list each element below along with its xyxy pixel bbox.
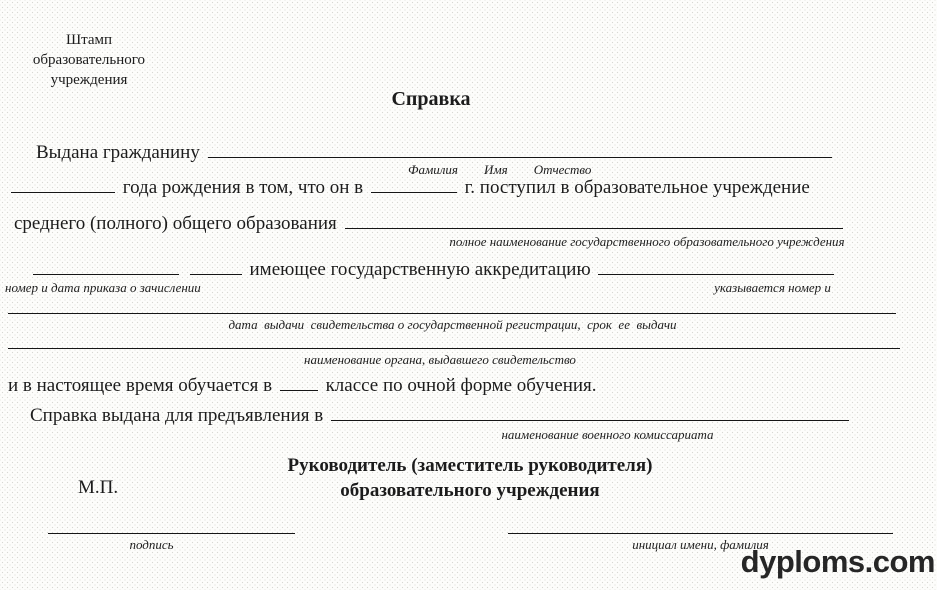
commissariat-field: [331, 418, 849, 421]
education-type-line: [14, 212, 846, 236]
study-post-label: классе по очной форме обучения.: [325, 375, 597, 396]
order-caption: номер и дата приказа о зачислении: [5, 280, 201, 295]
stamp-line: учреждения: [50, 72, 128, 88]
name-caption: Фамилия Имя Отчество: [408, 162, 592, 177]
authority-field: [8, 348, 900, 349]
education-type-label: среднего (полного) общего образования: [14, 213, 337, 234]
accreditation-number-field: [598, 272, 834, 275]
birth-year-line: [8, 176, 810, 200]
accreditation-label: имеющее государственную аккредитацию: [249, 259, 591, 280]
presented-label: Справка выдана для предъявления в: [30, 405, 324, 426]
class-number-field: [280, 388, 318, 391]
presented-line: [30, 404, 852, 428]
enrolled-label: г. поступил в образовательное учреждение: [464, 177, 810, 198]
signer-name-field: [508, 533, 893, 534]
institution-name-field: [345, 226, 843, 229]
stamp-block: [14, 30, 164, 90]
citizen-name-field: [208, 155, 832, 158]
accreditation-caption: указывается номер и: [714, 280, 831, 295]
signature-caption: подпись: [129, 537, 174, 552]
signature-heading: [155, 453, 785, 503]
form-title: Справка: [391, 88, 471, 110]
authority-caption: наименование органа, выдавшего свидетельство: [304, 352, 576, 367]
issued-to-label: Выдана гражданину: [36, 142, 200, 163]
watermark-text: dyploms.com: [740, 544, 935, 579]
signature-heading-line1: Руководитель (заместитель руководителя): [287, 455, 653, 476]
study-line: [8, 374, 597, 398]
commissariat-caption: наименование военного комиссариата: [501, 427, 714, 442]
registration-caption: дата выдачи свидетельства о государственной регистрации, срок ее выдачи: [228, 317, 677, 332]
order-number-field: [33, 272, 179, 275]
accreditation-line: [30, 258, 837, 282]
signer-name-caption: инициал имени, фамилия: [632, 537, 769, 552]
birth-year-label: года рождения в том, что он в: [122, 177, 364, 198]
stamp-place-label: М.П.: [78, 477, 119, 498]
signature-field: [48, 533, 295, 534]
stamp-line: образовательного: [32, 52, 146, 68]
registration-field: [8, 313, 896, 314]
order-date-field: [190, 272, 242, 275]
enroll-year-field: [371, 190, 457, 193]
stamp-line: Штамп: [65, 32, 113, 48]
institution-caption: полное наименование государственного образовательного учреждения: [449, 234, 845, 249]
study-pre-label: и в настоящее время обучается в: [8, 375, 273, 396]
signature-heading-line2: образовательного учреждения: [340, 480, 600, 501]
birth-year-field: [11, 190, 115, 193]
